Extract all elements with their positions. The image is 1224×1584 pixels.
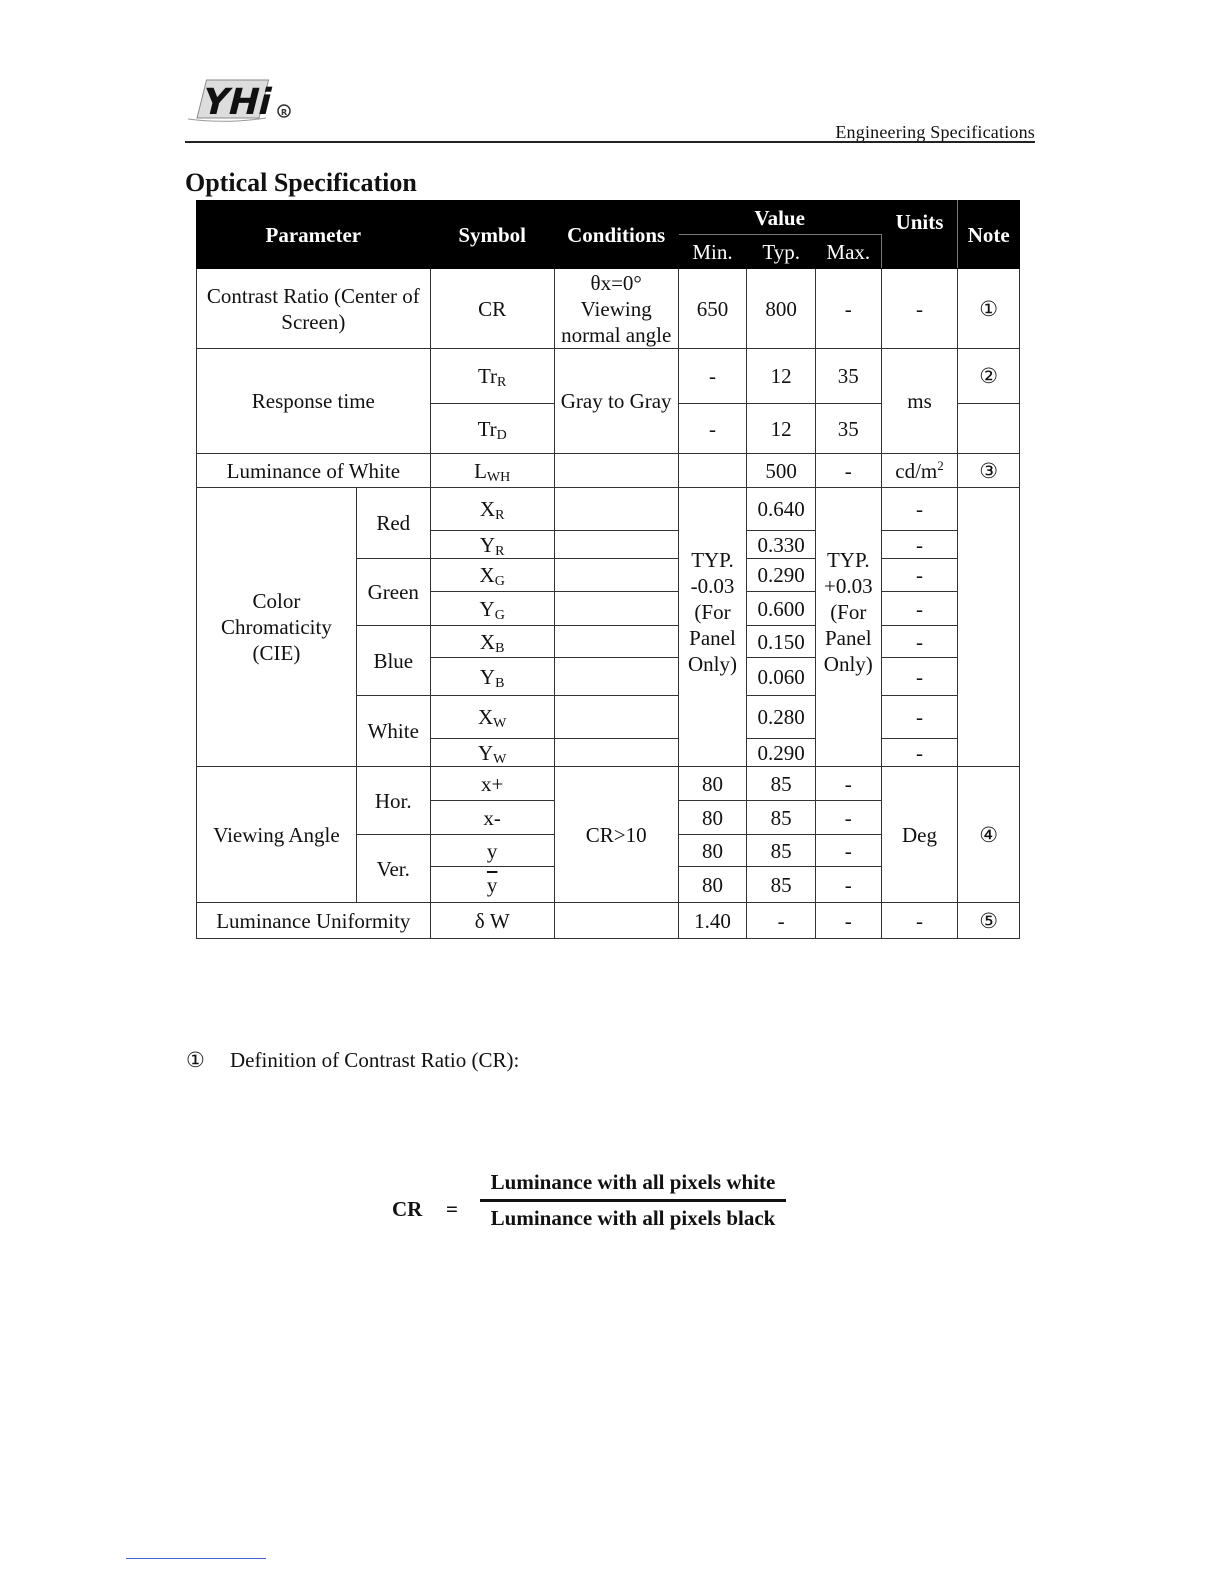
chromaticity-max <box>815 488 881 767</box>
contrast-units: - <box>881 269 958 349</box>
contrast-min: 650 <box>678 269 747 349</box>
formula-fraction <box>480 1170 786 1231</box>
symbol-subscript: R <box>495 543 505 559</box>
formula-lhs: CR <box>392 1197 423 1221</box>
chromaticity-typ: 0.600 <box>747 592 816 626</box>
symbol-text: Y <box>479 532 496 557</box>
chromaticity-typ: 0.290 <box>747 739 816 767</box>
chromaticity-conditions <box>554 531 678 559</box>
header-section-label: Engineering Specifications <box>835 122 1035 142</box>
luminance-white-conditions <box>554 454 678 488</box>
viewing-min: 80 <box>678 801 747 835</box>
contrast-ratio-definition <box>186 1048 519 1073</box>
chromaticity-typ: 0.150 <box>747 626 816 658</box>
page-title: Optical Specification <box>185 168 417 197</box>
max-text-line: +0.03 <box>823 574 873 598</box>
viewing-max: - <box>815 801 881 835</box>
response-decay-min: - <box>678 404 747 454</box>
units-text: cd/m <box>895 458 938 483</box>
chromaticity-note <box>958 488 1020 767</box>
chromaticity-symbol <box>430 592 554 626</box>
chromaticity-units: - <box>881 739 958 767</box>
max-text-line: Only) <box>823 652 873 676</box>
table-row <box>197 454 1020 488</box>
viewing-conditions: CR>10 <box>554 767 678 903</box>
min-text-line: (For <box>694 600 731 624</box>
viewing-min: 80 <box>678 767 747 801</box>
symbol-text: X <box>477 705 494 729</box>
contrast-max: - <box>815 269 881 349</box>
uniformity-typ: - <box>747 903 816 939</box>
formula-numerator: Luminance with all pixels white <box>490 1170 776 1194</box>
formula-equals: = <box>446 1197 458 1221</box>
chromaticity-group-blue: Blue <box>356 626 430 696</box>
table-row <box>197 488 1020 531</box>
chromaticity-units: - <box>881 696 958 739</box>
contrast-condition-line: θx=0° <box>590 270 642 295</box>
viewing-symbol: $\overline{y}$ <box>430 867 554 903</box>
chromaticity-label-line: (CIE) <box>252 641 301 665</box>
symbol-text: X <box>479 497 496 521</box>
luminance-white-min <box>678 454 747 488</box>
luminance-white-symbol <box>430 454 554 488</box>
chromaticity-conditions <box>554 696 678 739</box>
luminance-white-units <box>881 454 958 488</box>
optical-spec-table <box>196 200 1020 939</box>
response-symbol-rise <box>430 349 554 404</box>
symbol-subscript: B <box>495 675 505 691</box>
max-text-line: (For <box>830 600 867 624</box>
viewing-min: 80 <box>678 867 747 903</box>
symbol-text: Y <box>477 740 494 765</box>
table-row <box>197 767 1020 801</box>
viewing-typ: 85 <box>747 801 816 835</box>
min-text-line: TYP. <box>691 548 734 572</box>
header-max: Max. <box>815 235 881 269</box>
chromaticity-units: - <box>881 488 958 531</box>
viewing-parameter: Viewing Angle <box>197 767 357 903</box>
uniformity-min: 1.40 <box>678 903 747 939</box>
luminance-white-note: ③ <box>958 454 1020 488</box>
contrast-note: ① <box>958 269 1020 349</box>
symbol-subscript: B <box>495 640 505 656</box>
chromaticity-typ: 0.290 <box>747 559 816 592</box>
chromaticity-units: - <box>881 658 958 696</box>
uniformity-note: ⑤ <box>958 903 1020 939</box>
chromaticity-conditions <box>554 592 678 626</box>
response-note-empty <box>958 404 1020 454</box>
chromaticity-label-line: Color <box>252 589 301 613</box>
contrast-conditions <box>554 269 678 349</box>
svg-text:YHi: YHi <box>197 80 277 123</box>
viewing-max: - <box>815 835 881 867</box>
table-row <box>197 903 1020 939</box>
note-marker: ① <box>186 1048 205 1072</box>
viewing-group-ver: Ver. <box>356 835 430 903</box>
viewing-typ: 85 <box>747 835 816 867</box>
chromaticity-group-white: White <box>356 696 430 767</box>
uniformity-parameter: Luminance Uniformity <box>197 903 431 939</box>
uniformity-symbol: δ W <box>430 903 554 939</box>
company-logo <box>186 74 296 124</box>
response-rise-min: - <box>678 349 747 404</box>
chromaticity-conditions <box>554 488 678 531</box>
chromaticity-units: - <box>881 559 958 592</box>
response-rise-typ: 12 <box>747 349 816 404</box>
symbol-subscript: R <box>497 375 507 390</box>
chromaticity-typ: 0.330 <box>747 531 816 559</box>
response-parameter: Response time <box>197 349 431 454</box>
contrast-condition-line: Viewing <box>580 296 652 321</box>
header-min: Min. <box>678 235 747 269</box>
viewing-min: 80 <box>678 835 747 867</box>
header-units: Units <box>881 201 958 269</box>
symbol-text: Y <box>479 664 496 689</box>
header-note: Note <box>958 201 1020 269</box>
chromaticity-symbol <box>430 488 554 531</box>
chromaticity-units: - <box>881 531 958 559</box>
max-text-line: Panel <box>824 626 872 650</box>
min-text-line: Only) <box>688 652 737 676</box>
contrast-symbol: CR <box>430 269 554 349</box>
chromaticity-typ: 0.280 <box>747 696 816 739</box>
symbol-text: Tr <box>477 416 497 441</box>
contrast-parameter: Contrast Ratio (Center of Screen) <box>197 269 431 349</box>
min-text-line: -0.03 <box>690 574 735 598</box>
note-text: Definition of Contrast Ratio (CR): <box>230 1048 520 1072</box>
chromaticity-conditions <box>554 739 678 767</box>
viewing-typ: 85 <box>747 867 816 903</box>
symbol-subscript: W <box>493 716 507 731</box>
chromaticity-symbol <box>430 739 554 767</box>
chromaticity-label-line: Chromaticity <box>221 615 332 639</box>
chromaticity-group-green: Green <box>356 559 430 626</box>
chromaticity-symbol <box>430 626 554 658</box>
chromaticity-symbol <box>430 658 554 696</box>
header-conditions: Conditions <box>554 201 678 269</box>
header-parameter: Parameter <box>197 201 431 269</box>
table-row <box>197 269 1020 349</box>
luminance-white-typ: 500 <box>747 454 816 488</box>
header-symbol: Symbol <box>430 201 554 269</box>
viewing-max: - <box>815 867 881 903</box>
min-text-line: Panel <box>689 626 736 650</box>
symbol-text: X <box>479 563 495 587</box>
symbol-text: X <box>479 629 496 654</box>
symbol-text: Tr <box>477 364 498 388</box>
viewing-typ: 85 <box>747 767 816 801</box>
symbol-subscript: WH <box>486 469 511 485</box>
viewing-max: - <box>815 767 881 801</box>
chromaticity-conditions <box>554 626 678 658</box>
viewing-symbol: x- <box>430 801 554 835</box>
chromaticity-symbol <box>430 531 554 559</box>
chromaticity-typ: 0.640 <box>747 488 816 531</box>
symbol-text: L <box>474 458 487 483</box>
chromaticity-symbol <box>430 559 554 592</box>
chromaticity-conditions <box>554 559 678 592</box>
chromaticity-typ: 0.060 <box>747 658 816 696</box>
symbol-subscript: W <box>493 751 507 767</box>
response-note: ② <box>958 349 1020 404</box>
formula-denominator: Luminance with all pixels black <box>490 1206 776 1230</box>
contrast-condition-line: normal angle <box>561 322 672 347</box>
luminance-white-parameter: Luminance of White <box>197 454 431 488</box>
response-rise-max: 35 <box>815 349 881 404</box>
chromaticity-group-red: Red <box>356 488 430 559</box>
table-row <box>197 349 1020 404</box>
response-units: ms <box>881 349 958 454</box>
header-divider <box>185 141 1035 143</box>
symbol-subscript: G <box>494 574 505 589</box>
viewing-symbol: x+ <box>430 767 554 801</box>
symbol-subscript: G <box>494 607 505 623</box>
footer-divider <box>126 1558 266 1559</box>
response-conditions: Gray to Gray <box>554 349 678 454</box>
units-superscript: 2 <box>937 457 944 473</box>
luminance-white-max: - <box>815 454 881 488</box>
chromaticity-units: - <box>881 626 958 658</box>
chromaticity-symbol <box>430 696 554 739</box>
viewing-symbol: y <box>430 835 554 867</box>
contrast-typ: 800 <box>747 269 816 349</box>
response-decay-max: 35 <box>815 404 881 454</box>
response-symbol-decay <box>430 404 554 454</box>
viewing-note: ④ <box>958 767 1020 903</box>
response-decay-typ: 12 <box>747 404 816 454</box>
viewing-units: Deg <box>881 767 958 903</box>
chromaticity-min <box>678 488 747 767</box>
symbol-subscript: D <box>496 427 507 443</box>
uniformity-max: - <box>815 903 881 939</box>
max-text-line: TYP. <box>826 548 870 572</box>
uniformity-units: - <box>881 903 958 939</box>
chromaticity-conditions <box>554 658 678 696</box>
symbol-subscript: R <box>495 508 505 523</box>
header-value: Value <box>678 201 881 235</box>
header-typ: Typ. <box>747 235 816 269</box>
viewing-group-hor: Hor. <box>356 767 430 835</box>
chromaticity-parameter <box>197 488 357 767</box>
svg-text:R: R <box>281 108 288 117</box>
uniformity-conditions <box>554 903 678 939</box>
symbol-text: Y <box>479 596 495 621</box>
chromaticity-units: - <box>881 592 958 626</box>
